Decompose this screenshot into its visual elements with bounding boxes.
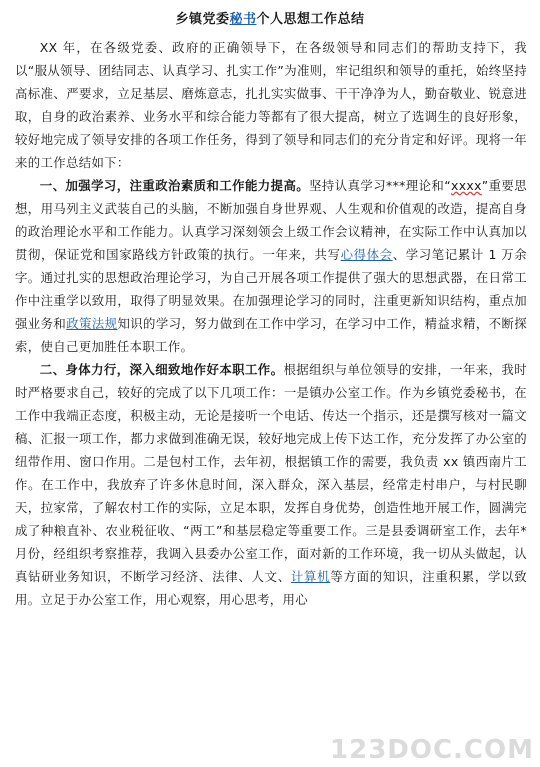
document-title bbox=[0, 8, 540, 27]
section-2-text-a: 根据组织与单位领导的安排，一年来，我时时严格要求自己，较好的完成了以下几项工作：一是镇办公室工作。作为乡镇党委秘书，在工作中我端正态度，积极主动，无论是接听一个电话、传达一个指示，还是撰写核对一篇文稿、汇报一项工作，都力求做到准确无误，较好地完成上传下达工作，充分发挥了办公室的纽带作用、窗口作用。二是包村工作，去年初，根据镇工作的需要，我负责 xx 镇西南片工作。在工作中，我放弃了许多休息时间，深入群众，深入基层，经常走村串户，与村民聊天，拉家常，了解农村工作的实际，立足本职，发挥自身优势，创造性地开展工作，圆满完成了种粮直补、农业税征收、“两工”和基层稳定等重要工作。三是县委调研室工作，去年*月份，经组织考察推荐，我调入县委办公室工作，面对新的工作环境，我一切从头做起，认真钻研业务知识，不断学习经济、法律、人文、 bbox=[15, 362, 527, 584]
section-2-text-b: 等方面的知识，注重积累，学以致用。立足于办公室工作，用心观察，用心思考，用心 bbox=[15, 569, 527, 607]
intro-paragraph: XX 年，在各级党委、政府的正确领导下，在各级领导和同志们的帮助支持下，我以“服从领导、团结同志、认真学习、扎实工作”为准则，牢记组织和领导的重托，始终坚持高标准、严要求，立足基层、磨炼意志，扎扎实实做事、干干净净为人，勤奋敬业、锐意进取，自身的政治素养、业务水平和综合能力等都有了很大提高，树立了选调生的良好形象，较好地完成了领导安排的各项工作任务，得到了领导和同志们的充分肯定和好评。现将一年来的工作总结如下： bbox=[15, 40, 527, 170]
link-xinde-tihui[interactable]: 心得体会 bbox=[340, 247, 393, 262]
section-1-heading: 一、加强学习，注重政治素质和工作能力提高。 bbox=[39, 178, 310, 193]
link-zhengce-fagui[interactable]: 政策法规 bbox=[66, 316, 118, 331]
section-2-heading: 二、身体力行，深入细致地作好本职工作。 bbox=[39, 362, 284, 377]
link-jisuanji[interactable]: 计算机 bbox=[290, 569, 331, 584]
title-prefix: 乡镇党委 bbox=[175, 12, 230, 27]
section-1-paragraph bbox=[15, 174, 527, 358]
title-link-secretary[interactable]: 秘书 bbox=[229, 12, 257, 27]
section-1-text-e: 知识的学习，努力做到在工作中学习，在学习中工作，精益求精，不断探索，使自己更加胜任本职工作。 bbox=[15, 316, 528, 354]
section-1-text-d: 、学习笔记累计 1 万余字。通过扎实的思想政治理论学习，为自己开展各项工作提供了强大的思想武器，在日常工作中注重学以致用，取得了明显效果。在加强理论学习的同时，注重更新知识结构，重点加强业务和 bbox=[15, 247, 528, 331]
section-2-paragraph bbox=[15, 358, 527, 611]
section-1-text-a: 坚持认真学习***理论和“ bbox=[309, 178, 452, 193]
section-1-spellcheck-word: xxxx bbox=[451, 178, 482, 193]
site-watermark: 123DOC.COM bbox=[330, 735, 534, 765]
title-suffix: 个人思想工作总结 bbox=[256, 12, 365, 27]
section-1-text-c: ”重要思想，用马列主义武装自己的头脑，不断加强自身世界观、人生观和价值观的改造，提高自身的政治理论水平和工作能力。认真学习深刻领会上级工作会议精神，在实际工作中认真加以贯彻，保证党和国家路线方针政策的执行。一年来，共写 bbox=[15, 178, 527, 262]
document-body bbox=[15, 36, 527, 611]
